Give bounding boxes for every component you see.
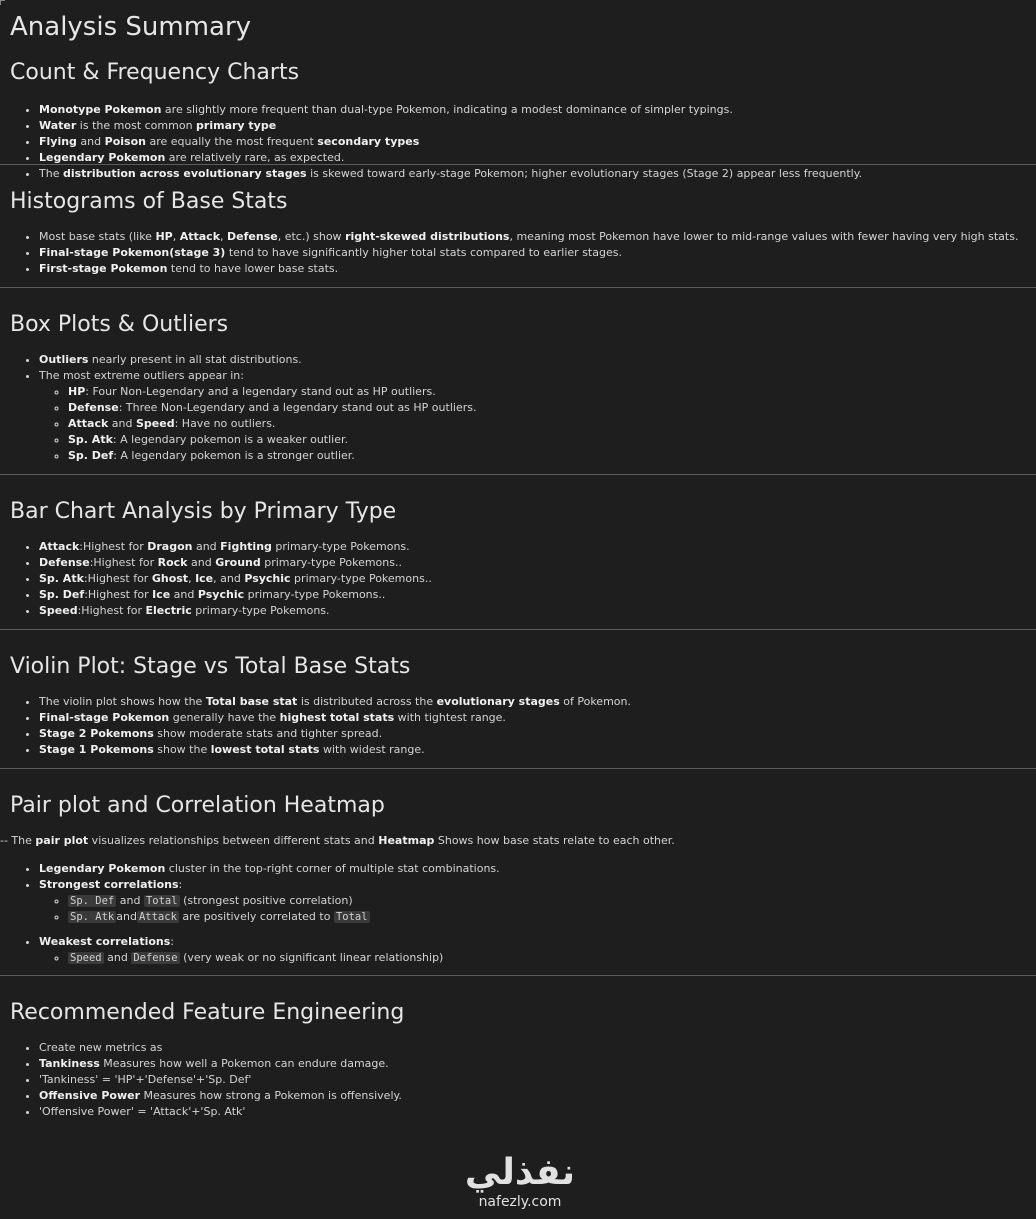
text-run: Most base stats (like <box>39 230 156 243</box>
bullet-list <box>10 352 1036 464</box>
bold-term: Sp. Atk <box>39 572 84 585</box>
code-term: Sp. Def <box>70 895 115 907</box>
bold-term: Electric <box>145 604 192 617</box>
bold-term: Strongest correlations <box>39 878 179 891</box>
text-run: : Four Non-Legendary and a legendary stand out as HP outliers. <box>85 385 436 398</box>
text-run: is skewed toward early-stage Pokemon; higher evolutionary stages (Stage 2) appear less frequently. <box>306 167 863 180</box>
text-run: tend to have lower base stats. <box>167 262 339 275</box>
text-run: Create new metrics as <box>39 1041 163 1054</box>
bold-term: Sp. Def <box>68 449 114 462</box>
bold-term: HP <box>68 385 86 398</box>
text-run: : <box>178 878 183 891</box>
text-run: 'Tankiness' = 'HP'+'Defense'+'Sp. Def' <box>39 1073 252 1086</box>
section-pair-plot <box>0 769 1036 966</box>
section-heading: Recommended Feature Engineering <box>10 1000 405 1025</box>
text-run: and <box>192 540 221 553</box>
text-run: , <box>220 230 228 243</box>
bold-term: Final-stage Pokemon(stage 3) <box>39 246 226 259</box>
text-run: nearly present in all stat distributions. <box>88 353 302 366</box>
text-run: , etc.) show <box>277 230 346 243</box>
bold-term: Speed <box>39 604 78 617</box>
text-run: primary-type Pokemons.. <box>244 588 386 601</box>
text-run: is distributed across the <box>297 695 437 708</box>
bold-term: Ghost <box>151 572 189 585</box>
list-item <box>68 384 1036 400</box>
bold-term: Ice <box>195 572 214 585</box>
bold-term: Stage 1 Pokemons <box>39 743 154 756</box>
text-run: Measures how strong a Pokemon is offensively. <box>140 1089 402 1102</box>
text-run: :Highest for <box>79 540 148 553</box>
bold-term: pair plot <box>35 834 89 847</box>
bold-term: Psychic <box>197 588 245 601</box>
page-title: Analysis Summary <box>10 12 252 42</box>
text-run: , <box>188 572 196 585</box>
bold-term: Water <box>39 119 77 132</box>
bold-term: Monotype Pokemon <box>39 103 162 116</box>
code-term: Attack <box>138 911 177 923</box>
list-item <box>39 934 1036 966</box>
bullet-list <box>10 861 1036 925</box>
list-item <box>39 694 1036 710</box>
bold-term: secondary types <box>317 135 420 148</box>
text-run: and <box>76 135 105 148</box>
code-term: Sp. Atk <box>70 911 115 923</box>
list-item <box>39 539 1036 555</box>
watermark-logo-text: نفذلي <box>464 1152 576 1193</box>
text-run: The most extreme outliers appear in: <box>39 369 244 382</box>
text-run: Shows how base stats relate to each other. <box>434 834 675 847</box>
text-run: primary-type Pokemons. <box>271 540 410 553</box>
bold-term: Final-stage Pokemon <box>39 711 170 724</box>
bold-term: Defense <box>68 401 119 414</box>
bold-term: Attack <box>68 417 109 430</box>
bold-term: Weakest correlations <box>39 935 171 948</box>
text-run: and <box>187 556 216 569</box>
list-item <box>39 1056 1036 1072</box>
section-heading: Violin Plot: Stage vs Total Base Stats <box>10 654 411 679</box>
code-term: Speed <box>70 952 102 964</box>
section-box-plots <box>10 288 1036 464</box>
bold-term: Sp. Def <box>39 588 85 601</box>
bold-term: right-skewed distributions <box>345 230 510 243</box>
text-run: 'Offensive Power' = 'Attack'+'Sp. Atk' <box>39 1105 246 1118</box>
bold-term: Legendary Pokemon <box>39 151 166 164</box>
corner-mark <box>0 0 5 5</box>
text-run: and <box>103 951 132 964</box>
sub-bullet-list <box>39 893 1036 925</box>
list-item <box>39 245 1036 261</box>
list-item <box>39 1088 1036 1104</box>
list-item <box>68 909 1036 925</box>
text-run: (strongest positive correlation) <box>179 894 353 907</box>
text-run: visualizes relationships between different stats and <box>88 834 379 847</box>
bold-term: First-stage Pokemon <box>39 262 168 275</box>
text-run: primary-type Pokemons.. <box>290 572 432 585</box>
text-run: are equally the most frequent <box>145 135 318 148</box>
text-run: :Highest for <box>83 572 152 585</box>
text-run: Measures how well a Pokemon can endure damage. <box>99 1057 389 1070</box>
text-run: are slightly more frequent than dual-type Pokemon, indicating a modest dominance of simpler typings. <box>161 103 733 116</box>
code-term: Total <box>335 911 368 923</box>
text-run: are positively correlated to <box>178 910 334 923</box>
text-run: The violin plot shows how the <box>39 695 206 708</box>
code-term: Defense <box>133 952 178 964</box>
bold-term: Dragon <box>147 540 193 553</box>
list-item <box>39 102 1036 118</box>
list-item <box>39 726 1036 742</box>
bold-term: Attack <box>179 230 221 243</box>
bold-term: Heatmap <box>378 834 435 847</box>
text-run: tend to have significantly higher total stats compared to earlier stages. <box>225 246 622 259</box>
bold-term: Flying <box>39 135 77 148</box>
list-item <box>39 603 1036 619</box>
text-run: of Pokemon. <box>559 695 631 708</box>
text-run: , <box>172 230 180 243</box>
list-item <box>39 877 1036 925</box>
list-item <box>68 893 1036 909</box>
section-heading: Pair plot and Correlation Heatmap <box>10 793 385 818</box>
bold-term: Legendary Pokemon <box>39 862 166 875</box>
bold-term: Defense <box>227 230 278 243</box>
section-heading: Bar Chart Analysis by Primary Type <box>10 499 397 524</box>
watermark-logo <box>455 1153 585 1219</box>
text-run: and <box>116 910 137 923</box>
list-item <box>39 710 1036 726</box>
list-item <box>39 555 1036 571</box>
bold-term: Rock <box>157 556 188 569</box>
text-run: The <box>39 167 63 180</box>
bold-term: distribution across evolutionary stages <box>62 167 307 180</box>
text-run: :Highest for <box>84 588 153 601</box>
bold-term: Offensive Power <box>39 1089 140 1102</box>
bold-term: Fighting <box>220 540 272 553</box>
bullet-list <box>10 694 1036 758</box>
text-run: : Have no outliers. <box>174 417 276 430</box>
bullet-list <box>10 229 1036 277</box>
bold-term: Stage 2 Pokemons <box>39 727 154 740</box>
text-run: and <box>116 894 144 907</box>
list-item <box>39 1104 1036 1120</box>
sub-bullet-list <box>39 950 1036 966</box>
list-item <box>39 229 1036 245</box>
text-run: is the most common <box>76 119 197 132</box>
bold-term: Outliers <box>39 353 89 366</box>
bold-term: Tankiness <box>39 1057 100 1070</box>
text-run: : A legendary pokemon is a weaker outlier. <box>112 433 348 446</box>
bold-term: Sp. Atk <box>68 433 113 446</box>
text-run: with tightest range. <box>394 711 506 724</box>
intro-paragraph <box>0 833 1036 849</box>
text-run: -- The <box>0 834 36 847</box>
section-bar-chart <box>10 475 1036 619</box>
text-run: (very weak or no significant linear relationship) <box>179 951 444 964</box>
bold-term: Speed <box>136 417 175 430</box>
bold-term: evolutionary stages <box>436 695 560 708</box>
text-run: with widest range. <box>319 743 425 756</box>
bold-term: lowest total stats <box>210 743 320 756</box>
text-run: :Highest for <box>77 604 146 617</box>
section-heading: Histograms of Base Stats <box>10 189 288 214</box>
bullet-list <box>10 1040 1036 1120</box>
text-run: primary-type Pokemons.. <box>260 556 402 569</box>
list-item <box>39 150 1036 166</box>
bullet-list <box>10 539 1036 619</box>
bold-term: Poison <box>104 135 146 148</box>
list-item <box>39 1072 1036 1088</box>
section-violin-plot <box>10 630 1036 758</box>
list-item <box>68 400 1036 416</box>
list-item <box>68 950 1036 966</box>
list-item <box>39 587 1036 603</box>
list-item <box>39 368 1036 464</box>
text-run: are relatively rare, as expected. <box>165 151 345 164</box>
list-item <box>39 861 1036 877</box>
text-run: cluster in the top-right corner of multiple stat combinations. <box>165 862 500 875</box>
list-item <box>68 432 1036 448</box>
watermark-url: nafezly.com <box>478 1194 562 1210</box>
bold-term: Psychic <box>244 572 291 585</box>
text-run: show the <box>153 743 211 756</box>
list-item <box>39 742 1036 758</box>
text-run: :Highest for <box>89 556 158 569</box>
list-item <box>39 571 1036 587</box>
list-item <box>68 416 1036 432</box>
bold-term: Total base stat <box>205 695 298 708</box>
text-run: : Three Non-Legendary and a legendary stand out as HP outliers. <box>118 401 477 414</box>
list-item <box>39 118 1036 134</box>
text-run: primary-type Pokemons. <box>191 604 330 617</box>
text-run: : <box>170 935 175 948</box>
text-run: and <box>170 588 198 601</box>
bullet-list <box>10 934 1036 966</box>
section-heading: Box Plots & Outliers <box>10 312 229 337</box>
section-heading: Count & Frequency Charts <box>10 60 300 85</box>
bold-term: HP <box>155 230 173 243</box>
list-item <box>39 261 1036 277</box>
text-run: : A legendary pokemon is a stronger outlier. <box>113 449 355 462</box>
section-count-frequency <box>10 58 1036 180</box>
section-feature-engineering <box>10 976 1036 1120</box>
bold-term: Attack <box>39 540 80 553</box>
bold-term: Defense <box>39 556 90 569</box>
text-run: , and <box>213 572 245 585</box>
sub-bullet-list <box>39 384 1036 464</box>
text-run: generally have the <box>169 711 280 724</box>
text-run: show moderate stats and tighter spread. <box>153 727 383 740</box>
list-item <box>39 134 1036 150</box>
list-item <box>68 448 1036 464</box>
bold-term: Ground <box>215 556 261 569</box>
bold-term: Ice <box>152 588 171 601</box>
code-term: Total <box>145 895 178 907</box>
text-run: and <box>108 417 136 430</box>
list-item <box>39 352 1036 368</box>
text-run: , meaning most Pokemon have lower to mid-range values with fewer having very high stats. <box>509 230 1019 243</box>
list-item <box>39 1040 1036 1056</box>
section-histograms <box>10 165 1036 277</box>
bold-term: primary type <box>196 119 277 132</box>
bold-term: highest total stats <box>279 711 395 724</box>
